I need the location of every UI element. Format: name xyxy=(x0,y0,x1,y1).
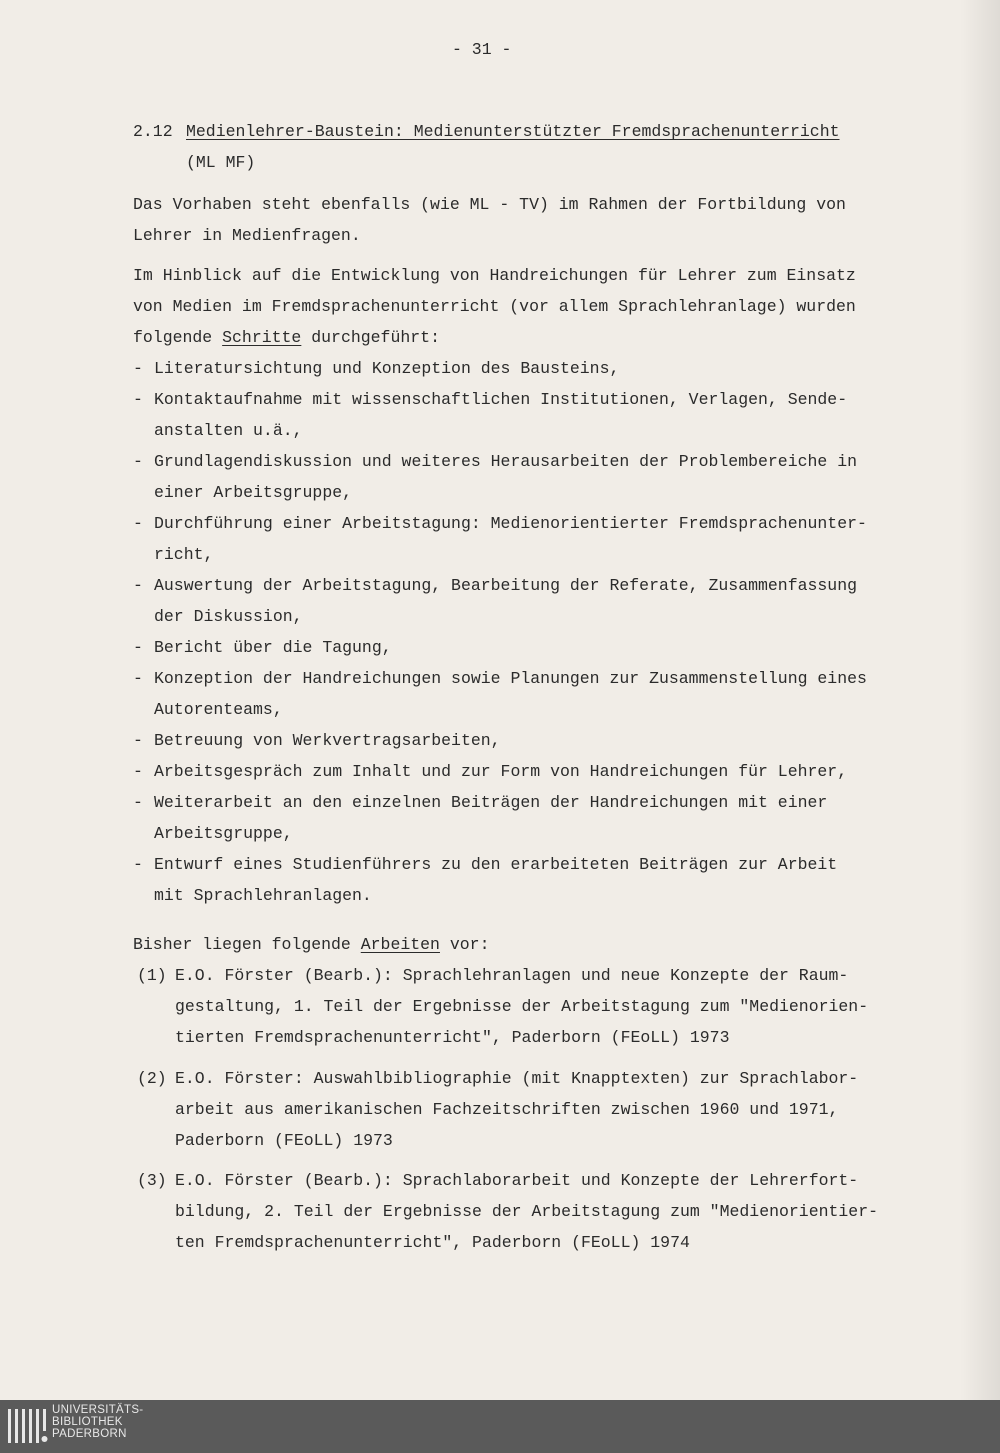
list-item-cont: Autorenteams, xyxy=(154,700,283,719)
logo-line: UNIVERSITÄTS- xyxy=(52,1404,144,1416)
list-item: Betreuung von Werkvertragsarbeiten, xyxy=(154,731,501,750)
list-item: Arbeitsgespräch zum Inhalt und zur Form von Handreichungen für Lehrer, xyxy=(154,762,848,781)
works-intro-text: vor: xyxy=(439,935,490,954)
list-dash: - xyxy=(133,452,143,471)
list-item: Entwurf eines Studienführers zu den erarbeiteten Beiträgen zur Arbeit xyxy=(154,855,838,874)
section-title: Medienlehrer-Baustein: Medienunterstützter Fremdsprachenunterricht xyxy=(186,122,840,141)
list-dash: - xyxy=(133,576,143,595)
page-number: - 31 - xyxy=(452,40,512,59)
list-item: Kontaktaufnahme mit wissenschaftlichen Institutionen, Verlagen, Sende- xyxy=(154,390,848,409)
list-item: Auswertung der Arbeitstagung, Bearbeitung der Referate, Zusammenfassung xyxy=(154,576,858,595)
library-footer xyxy=(0,1400,1000,1453)
list-item: Konzeption der Handreichungen sowie Planungen zur Zusammenstellung eines xyxy=(154,669,867,688)
list-item: Weiterarbeit an den einzelnen Beiträgen der Handreichungen mit einer xyxy=(154,793,828,812)
work-line: gestaltung, 1. Teil der Ergebnisse der Arbeitstagung zum "Medienorien- xyxy=(175,997,869,1016)
list-item-cont: einer Arbeitsgruppe, xyxy=(154,483,353,502)
work-line: bildung, 2. Teil der Ergebnisse der Arbeitstagung zum "Medienorientier- xyxy=(175,1202,879,1221)
paragraph-line xyxy=(133,328,440,347)
list-dash: - xyxy=(133,514,143,533)
list-dash: - xyxy=(133,669,143,688)
list-item-cont: richt, xyxy=(154,545,214,564)
library-bars-icon xyxy=(6,1405,50,1449)
list-item-cont: anstalten u.ä., xyxy=(154,421,303,440)
underlined-word: Arbeiten xyxy=(360,935,440,954)
list-dash: - xyxy=(133,793,143,812)
works-intro-text: Bisher liegen folgende xyxy=(133,935,361,954)
logo-line: PADERBORN xyxy=(52,1428,127,1440)
work-number: (2) xyxy=(137,1069,167,1088)
list-dash: - xyxy=(133,855,143,874)
section-code: (ML MF) xyxy=(186,153,256,172)
work-line: E.O. Förster (Bearb.): Sprachlehranlagen und neue Konzepte der Raum- xyxy=(175,966,849,985)
list-dash: - xyxy=(133,762,143,781)
list-item-cont: mit Sprachlehranlagen. xyxy=(154,886,372,905)
list-dash: - xyxy=(133,390,143,409)
list-item: Literatursichtung und Konzeption des Bausteins, xyxy=(154,359,620,378)
paragraph-text: durchgeführt: xyxy=(301,328,440,347)
intro-line: Lehrer in Medienfragen. xyxy=(133,226,361,245)
work-number: (1) xyxy=(137,966,167,985)
work-line: ten Fremdsprachenunterricht", Paderborn (FEoLL) 1974 xyxy=(175,1233,690,1252)
list-item-cont: der Diskussion, xyxy=(154,607,303,626)
work-line: E.O. Förster (Bearb.): Sprachlaborarbeit und Konzepte der Lehrerfort- xyxy=(175,1171,859,1190)
work-line: Paderborn (FEoLL) 1973 xyxy=(175,1131,393,1150)
paragraph-text: folgende xyxy=(133,328,223,347)
list-dash: - xyxy=(133,731,143,750)
intro-line: Das Vorhaben steht ebenfalls (wie ML - TV) im Rahmen der Fortbildung von xyxy=(133,195,846,214)
paragraph-line: von Medien im Fremdsprachenunterricht (vor allem Sprachlehranlage) wurden xyxy=(133,297,856,316)
list-item: Bericht über die Tagung, xyxy=(154,638,392,657)
list-item-cont: Arbeitsgruppe, xyxy=(154,824,293,843)
work-line: arbeit aus amerikanischen Fachzeitschriften zwischen 1960 und 1971, xyxy=(175,1100,839,1119)
work-line: tierten Fremdsprachenunterricht", Paderborn (FEoLL) 1973 xyxy=(175,1028,730,1047)
list-dash: - xyxy=(133,638,143,657)
work-line: E.O. Förster: Auswahlbibliographie (mit Knapptexten) zur Sprachlabor- xyxy=(175,1069,859,1088)
paragraph-line: Im Hinblick auf die Entwicklung von Handreichungen für Lehrer zum Einsatz xyxy=(133,266,856,285)
list-item: Durchführung einer Arbeitstagung: Medienorientierter Fremdsprachenunter- xyxy=(154,514,867,533)
works-intro xyxy=(133,935,489,954)
section-number: 2.12 xyxy=(133,122,173,141)
logo-line: BIBLIOTHEK xyxy=(52,1416,123,1428)
library-logo-text xyxy=(52,1404,143,1440)
work-number: (3) xyxy=(137,1171,167,1190)
list-item: Grundlagendiskussion und weiteres Herausarbeiten der Problembereiche in xyxy=(154,452,858,471)
underlined-word: Schritte xyxy=(222,328,302,347)
list-dash: - xyxy=(133,359,143,378)
